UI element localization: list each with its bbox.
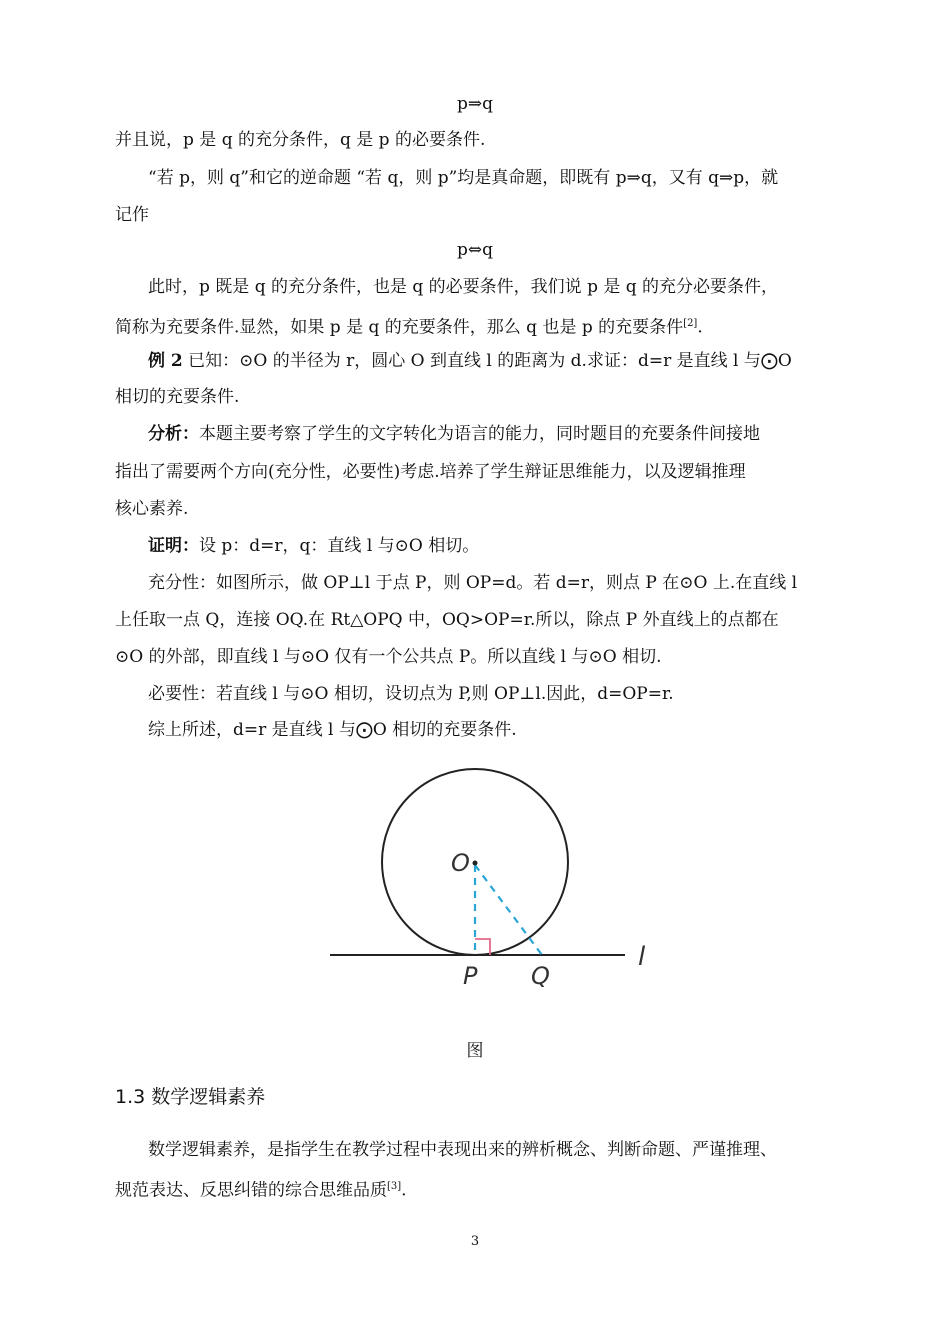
proof-label: 证明：: [148, 536, 199, 556]
label-p: P: [463, 962, 478, 990]
example-text: 已知：⊙O 的半径为 r，圆心 O 到直线 l 的距离为 d.求证：d=r 是直线 l 与⨀O: [182, 351, 792, 371]
example-line: [148, 349, 792, 373]
paragraph-line: 数学逻辑素养，是指学生在教学过程中表现出来的辨析概念、判断命题、严谨推理、: [148, 1140, 777, 1160]
analysis-label: 分析：: [148, 424, 199, 444]
citation-ref: [2]: [683, 318, 698, 329]
analysis-text: 本题主要考察了学生的文字转化为语言的能力，同时题目的充要条件间接地: [199, 424, 760, 444]
paragraph-text: 规范表达、反思纠错的综合思维品质: [115, 1180, 387, 1201]
paragraph-line: 此时，p 既是 q 的充分条件，也是 q 的必要条件，我们说 p 是 q 的充分必要条件，: [148, 277, 779, 297]
figure-caption: 图: [466, 1041, 484, 1061]
paragraph-line: [115, 312, 703, 340]
paragraph-line: 上任取一点 Q，连接 OQ.在 Rt△OPQ 中，OQ>OP=r.所以，除点 P 外直线上的点都在: [115, 610, 779, 630]
paragraph-line: 充分性：如图所示，做 OP⊥l 于点 P，则 OP=d。若 d=r，则点 P 在⊙O 上.在直线 l: [148, 573, 798, 593]
paragraph-line: 核心素养.: [115, 499, 189, 519]
proof-line: [148, 534, 479, 558]
paragraph-line: 记作: [115, 205, 149, 225]
paragraph-text: .: [401, 1180, 407, 1201]
right-angle-mark: [475, 939, 490, 955]
proof-text: 设 p：d=r，q：直线 l 与⊙O 相切。: [199, 536, 480, 556]
paragraph-line: [115, 1175, 407, 1203]
label-l: l: [638, 942, 646, 972]
analysis-line: [148, 422, 760, 446]
paragraph-line: “若 p，则 q”和它的逆命题 “若 q，则 p”均是真命题，即既有 p⇒q，又有 q⇒p，就: [148, 168, 779, 188]
example-label: 例 2: [148, 351, 183, 371]
center-point: [473, 861, 478, 866]
formula-implies: p⇒q: [456, 94, 493, 114]
segment-oq: [475, 865, 542, 955]
citation-ref: [3]: [387, 1181, 402, 1192]
paragraph-line: 指出了需要两个方向(充分性，必要性)考虑.培养了学生辩证思维能力，以及逻辑推理: [115, 462, 746, 482]
formula-iff: p⇔q: [456, 240, 493, 260]
paragraph-line: 相切的充要条件.: [115, 387, 240, 407]
paragraph-line: 并且说，p 是 q 的充分条件，q 是 p 的必要条件.: [115, 130, 486, 150]
paragraph-line: 综上所述，d=r 是直线 l 与⨀O 相切的充要条件.: [148, 720, 517, 740]
page-number: 3: [470, 1234, 480, 1249]
paragraph-line: 必要性：若直线 l 与⊙O 相切，设切点为 P,则 OP⊥l.因此，d=OP=r.: [148, 684, 674, 704]
paragraph-text: 简称为充要条件.显然，如果 p 是 q 的充要条件，那么 q 也是 p 的充要条件: [115, 317, 684, 338]
section-heading: 1.3 数学逻辑素养: [115, 1086, 266, 1108]
tangent-circle-figure: [320, 762, 670, 1002]
paragraph-text: .: [697, 317, 703, 338]
paragraph-line: ⊙O 的外部，即直线 l 与⊙O 仅有一个公共点 P。所以直线 l 与⊙O 相切.: [115, 647, 662, 667]
label-q: Q: [531, 962, 550, 990]
label-o: O: [451, 849, 470, 877]
